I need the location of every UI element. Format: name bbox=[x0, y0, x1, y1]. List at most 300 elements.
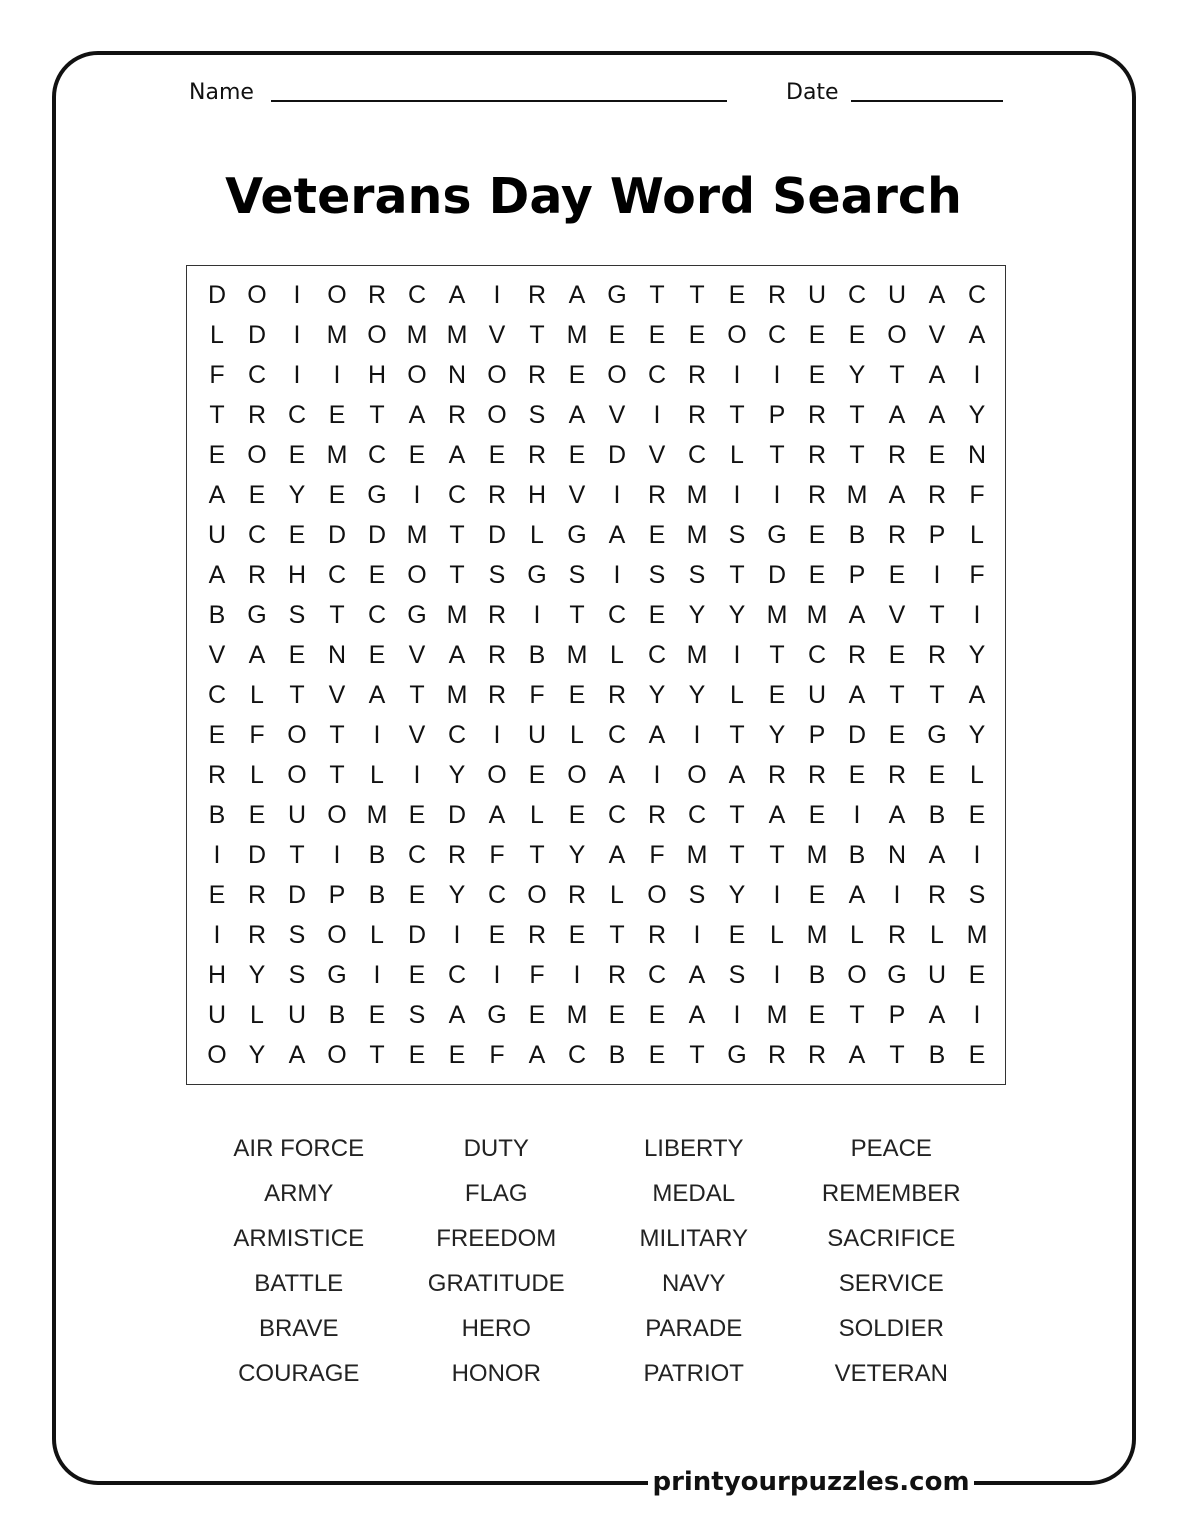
grid-letter[interactable]: B bbox=[928, 800, 946, 829]
grid-letter[interactable]: V bbox=[208, 640, 226, 669]
grid-letter[interactable]: R bbox=[567, 880, 587, 909]
grid-letter[interactable]: Y bbox=[848, 360, 866, 389]
grid-letter[interactable]: T bbox=[929, 600, 945, 629]
grid-letter[interactable]: E bbox=[848, 760, 866, 789]
grid-letter[interactable]: E bbox=[808, 880, 826, 909]
grid-letter[interactable]: A bbox=[968, 320, 986, 349]
grid-letter[interactable]: H bbox=[367, 360, 387, 389]
grid-letter[interactable]: L bbox=[930, 920, 944, 949]
grid-letter[interactable]: T bbox=[329, 760, 345, 789]
grid-letter[interactable]: I bbox=[733, 360, 741, 389]
grid-letter[interactable]: I bbox=[653, 400, 661, 429]
grid-letter[interactable]: M bbox=[966, 920, 988, 949]
grid-letter[interactable]: I bbox=[413, 760, 421, 789]
grid-letter[interactable]: V bbox=[608, 400, 626, 429]
grid-letter[interactable]: E bbox=[488, 920, 506, 949]
grid-letter[interactable]: M bbox=[686, 480, 708, 509]
grid-letter[interactable]: A bbox=[448, 640, 466, 669]
grid-letter[interactable]: R bbox=[767, 760, 787, 789]
grid-letter[interactable]: F bbox=[529, 960, 545, 989]
grid-letter[interactable]: I bbox=[973, 1000, 981, 1029]
grid-letter[interactable]: G bbox=[927, 720, 947, 749]
grid-letter[interactable]: O bbox=[487, 360, 507, 389]
grid-letter[interactable]: I bbox=[613, 560, 621, 589]
grid-letter[interactable]: I bbox=[453, 920, 461, 949]
grid-letter[interactable]: S bbox=[568, 560, 586, 589]
grid-letter[interactable]: I bbox=[733, 640, 741, 669]
grid-letter[interactable]: O bbox=[527, 880, 547, 909]
grid-letter[interactable]: S bbox=[648, 560, 666, 589]
grid-letter[interactable]: S bbox=[288, 920, 306, 949]
grid-letter[interactable]: M bbox=[766, 1000, 788, 1029]
grid-letter[interactable]: L bbox=[970, 520, 984, 549]
grid-letter[interactable]: A bbox=[208, 560, 226, 589]
grid-letter[interactable]: U bbox=[207, 520, 227, 549]
grid-letter[interactable]: I bbox=[973, 360, 981, 389]
grid-letter[interactable]: U bbox=[527, 720, 547, 749]
grid-letter[interactable]: E bbox=[808, 560, 826, 589]
grid-letter[interactable]: I bbox=[733, 1000, 741, 1029]
grid-letter[interactable]: G bbox=[567, 520, 587, 549]
grid-letter[interactable]: E bbox=[408, 960, 426, 989]
grid-letter[interactable]: D bbox=[367, 520, 387, 549]
grid-letter[interactable]: O bbox=[647, 880, 667, 909]
grid-letter[interactable]: O bbox=[687, 760, 707, 789]
grid-letter[interactable]: M bbox=[366, 800, 388, 829]
grid-letter[interactable]: T bbox=[929, 680, 945, 709]
grid-letter[interactable]: F bbox=[249, 720, 265, 749]
grid-letter[interactable]: R bbox=[447, 400, 467, 429]
grid-letter[interactable]: T bbox=[689, 1040, 705, 1069]
grid-letter[interactable]: E bbox=[368, 1000, 386, 1029]
grid-letter[interactable]: L bbox=[250, 760, 264, 789]
grid-letter[interactable]: G bbox=[407, 600, 427, 629]
grid-letter[interactable]: C bbox=[807, 640, 827, 669]
grid-letter[interactable]: A bbox=[688, 960, 706, 989]
grid-letter[interactable]: M bbox=[566, 320, 588, 349]
grid-letter[interactable]: I bbox=[973, 600, 981, 629]
grid-letter[interactable]: E bbox=[248, 800, 266, 829]
grid-letter[interactable]: C bbox=[407, 840, 427, 869]
grid-letter[interactable]: G bbox=[327, 960, 347, 989]
grid-letter[interactable]: I bbox=[533, 600, 541, 629]
grid-letter[interactable]: O bbox=[327, 800, 347, 829]
grid-letter[interactable]: T bbox=[729, 840, 745, 869]
grid-letter[interactable]: D bbox=[327, 520, 347, 549]
grid-letter[interactable]: E bbox=[648, 600, 666, 629]
grid-letter[interactable]: E bbox=[288, 640, 306, 669]
grid-letter[interactable]: E bbox=[568, 440, 586, 469]
grid-letter[interactable]: M bbox=[326, 320, 348, 349]
grid-letter[interactable]: Y bbox=[568, 840, 586, 869]
grid-letter[interactable]: A bbox=[568, 400, 586, 429]
grid-letter[interactable]: A bbox=[608, 520, 626, 549]
grid-letter[interactable]: M bbox=[446, 600, 468, 629]
grid-letter[interactable]: Y bbox=[968, 640, 986, 669]
grid-letter[interactable]: E bbox=[208, 880, 226, 909]
grid-letter[interactable]: I bbox=[933, 560, 941, 589]
grid-letter[interactable]: O bbox=[487, 400, 507, 429]
grid-letter[interactable]: M bbox=[406, 520, 428, 549]
grid-letter[interactable]: F bbox=[489, 840, 505, 869]
grid-letter[interactable]: I bbox=[613, 480, 621, 509]
grid-letter[interactable]: T bbox=[769, 840, 785, 869]
grid-letter[interactable]: B bbox=[208, 800, 226, 829]
grid-letter[interactable]: I bbox=[213, 840, 221, 869]
grid-letter[interactable]: E bbox=[648, 520, 666, 549]
grid-letter[interactable]: A bbox=[928, 1000, 946, 1029]
grid-letter[interactable]: E bbox=[888, 720, 906, 749]
grid-letter[interactable]: E bbox=[648, 320, 666, 349]
grid-letter[interactable]: E bbox=[768, 680, 786, 709]
grid-letter[interactable]: E bbox=[368, 560, 386, 589]
grid-letter[interactable]: E bbox=[808, 320, 826, 349]
grid-letter[interactable]: C bbox=[847, 280, 867, 309]
grid-letter[interactable]: P bbox=[888, 1000, 906, 1029]
grid-letter[interactable]: C bbox=[287, 400, 307, 429]
grid-letter[interactable]: C bbox=[647, 640, 667, 669]
grid-letter[interactable]: T bbox=[769, 440, 785, 469]
grid-letter[interactable]: B bbox=[368, 840, 386, 869]
grid-letter[interactable]: A bbox=[408, 400, 426, 429]
grid-letter[interactable]: I bbox=[853, 800, 861, 829]
grid-letter[interactable]: S bbox=[728, 520, 746, 549]
grid-letter[interactable]: B bbox=[368, 880, 386, 909]
grid-letter[interactable]: C bbox=[327, 560, 347, 589]
grid-letter[interactable]: E bbox=[328, 480, 346, 509]
grid-letter[interactable]: E bbox=[568, 680, 586, 709]
grid-letter[interactable]: T bbox=[889, 680, 905, 709]
grid-letter[interactable]: M bbox=[406, 320, 428, 349]
grid-letter[interactable]: E bbox=[368, 640, 386, 669]
grid-letter[interactable]: L bbox=[570, 720, 584, 749]
grid-letter[interactable]: C bbox=[767, 320, 787, 349]
grid-letter[interactable]: F bbox=[529, 680, 545, 709]
grid-letter[interactable]: A bbox=[448, 440, 466, 469]
grid-letter[interactable]: R bbox=[927, 640, 947, 669]
grid-letter[interactable]: C bbox=[607, 720, 627, 749]
grid-letter[interactable]: R bbox=[807, 1040, 827, 1069]
grid-letter[interactable]: T bbox=[729, 560, 745, 589]
grid-letter[interactable]: Y bbox=[968, 400, 986, 429]
grid-letter[interactable]: T bbox=[289, 680, 305, 709]
grid-letter[interactable]: A bbox=[888, 480, 906, 509]
grid-letter[interactable]: E bbox=[408, 800, 426, 829]
grid-letter[interactable]: T bbox=[689, 280, 705, 309]
grid-letter[interactable]: T bbox=[369, 400, 385, 429]
grid-letter[interactable]: A bbox=[768, 800, 786, 829]
grid-letter[interactable]: M bbox=[566, 1000, 588, 1029]
grid-letter[interactable]: T bbox=[209, 400, 225, 429]
grid-letter[interactable]: M bbox=[686, 840, 708, 869]
grid-letter[interactable]: I bbox=[493, 960, 501, 989]
grid-letter[interactable]: C bbox=[367, 600, 387, 629]
grid-letter[interactable]: E bbox=[648, 1040, 666, 1069]
grid-letter[interactable]: E bbox=[408, 1040, 426, 1069]
grid-letter[interactable]: F bbox=[649, 840, 665, 869]
grid-letter[interactable]: R bbox=[487, 480, 507, 509]
grid-letter[interactable]: R bbox=[807, 440, 827, 469]
grid-letter[interactable]: I bbox=[493, 720, 501, 749]
grid-letter[interactable]: F bbox=[969, 480, 985, 509]
grid-letter[interactable]: E bbox=[968, 1040, 986, 1069]
grid-letter[interactable]: I bbox=[653, 760, 661, 789]
grid-letter[interactable]: A bbox=[848, 680, 866, 709]
grid-letter[interactable]: A bbox=[608, 760, 626, 789]
grid-letter[interactable]: C bbox=[607, 600, 627, 629]
grid-letter[interactable]: A bbox=[728, 760, 746, 789]
grid-letter[interactable]: S bbox=[688, 880, 706, 909]
grid-letter[interactable]: C bbox=[447, 960, 467, 989]
grid-letter[interactable]: I bbox=[293, 320, 301, 349]
grid-letter[interactable]: L bbox=[250, 680, 264, 709]
grid-letter[interactable]: L bbox=[250, 1000, 264, 1029]
grid-letter[interactable]: C bbox=[367, 440, 387, 469]
grid-letter[interactable]: E bbox=[608, 1000, 626, 1029]
grid-letter[interactable]: U bbox=[287, 1000, 307, 1029]
grid-letter[interactable]: L bbox=[370, 920, 384, 949]
grid-letter[interactable]: L bbox=[530, 520, 544, 549]
grid-letter[interactable]: D bbox=[207, 280, 227, 309]
grid-letter[interactable]: A bbox=[488, 800, 506, 829]
grid-letter[interactable]: T bbox=[849, 400, 865, 429]
grid-letter[interactable]: C bbox=[487, 880, 507, 909]
grid-letter[interactable]: E bbox=[288, 440, 306, 469]
grid-letter[interactable]: E bbox=[528, 760, 546, 789]
grid-letter[interactable]: L bbox=[210, 320, 224, 349]
grid-letter[interactable]: R bbox=[887, 760, 907, 789]
grid-letter[interactable]: A bbox=[928, 360, 946, 389]
grid-letter[interactable]: G bbox=[367, 480, 387, 509]
grid-letter[interactable]: M bbox=[686, 640, 708, 669]
grid-letter[interactable]: O bbox=[247, 280, 267, 309]
grid-letter[interactable]: C bbox=[647, 360, 667, 389]
grid-letter[interactable]: R bbox=[607, 680, 627, 709]
grid-letter[interactable]: R bbox=[527, 360, 547, 389]
grid-letter[interactable]: I bbox=[893, 880, 901, 909]
grid-letter[interactable]: M bbox=[766, 600, 788, 629]
grid-letter[interactable]: V bbox=[408, 720, 426, 749]
grid-letter[interactable]: E bbox=[208, 440, 226, 469]
grid-letter[interactable]: O bbox=[567, 760, 587, 789]
grid-letter[interactable]: E bbox=[808, 360, 826, 389]
grid-letter[interactable]: B bbox=[528, 640, 546, 669]
grid-letter[interactable]: A bbox=[288, 1040, 306, 1069]
grid-letter[interactable]: V bbox=[488, 320, 506, 349]
grid-letter[interactable]: C bbox=[247, 520, 267, 549]
grid-letter[interactable]: E bbox=[608, 320, 626, 349]
grid-letter[interactable]: S bbox=[688, 560, 706, 589]
grid-letter[interactable]: Y bbox=[688, 600, 706, 629]
grid-letter[interactable]: L bbox=[970, 760, 984, 789]
grid-letter[interactable]: B bbox=[808, 960, 826, 989]
grid-letter[interactable]: L bbox=[730, 680, 744, 709]
grid-letter[interactable]: V bbox=[408, 640, 426, 669]
grid-letter[interactable]: N bbox=[887, 840, 907, 869]
grid-letter[interactable]: T bbox=[449, 560, 465, 589]
grid-letter[interactable]: E bbox=[568, 920, 586, 949]
grid-letter[interactable]: I bbox=[693, 720, 701, 749]
grid-letter[interactable]: D bbox=[447, 800, 467, 829]
grid-letter[interactable]: E bbox=[808, 800, 826, 829]
grid-letter[interactable]: E bbox=[848, 320, 866, 349]
grid-letter[interactable]: E bbox=[888, 640, 906, 669]
grid-letter[interactable]: R bbox=[527, 280, 547, 309]
grid-letter[interactable]: O bbox=[327, 920, 347, 949]
grid-letter[interactable]: G bbox=[887, 960, 907, 989]
grid-letter[interactable]: P bbox=[848, 560, 866, 589]
grid-letter[interactable]: A bbox=[888, 400, 906, 429]
grid-letter[interactable]: T bbox=[609, 920, 625, 949]
grid-letter[interactable]: A bbox=[448, 280, 466, 309]
grid-letter[interactable]: V bbox=[928, 320, 946, 349]
grid-letter[interactable]: T bbox=[329, 600, 345, 629]
grid-letter[interactable]: A bbox=[368, 680, 386, 709]
grid-letter[interactable]: L bbox=[610, 880, 624, 909]
grid-letter[interactable]: T bbox=[529, 320, 545, 349]
grid-letter[interactable]: Y bbox=[728, 600, 746, 629]
grid-letter[interactable]: U bbox=[207, 1000, 227, 1029]
grid-letter[interactable]: O bbox=[327, 280, 347, 309]
grid-letter[interactable]: T bbox=[649, 280, 665, 309]
grid-letter[interactable]: E bbox=[648, 1000, 666, 1029]
grid-letter[interactable]: L bbox=[530, 800, 544, 829]
grid-letter[interactable]: R bbox=[887, 440, 907, 469]
grid-letter[interactable]: A bbox=[848, 600, 866, 629]
grid-letter[interactable]: T bbox=[769, 640, 785, 669]
grid-letter[interactable]: V bbox=[568, 480, 586, 509]
grid-letter[interactable]: R bbox=[487, 640, 507, 669]
grid-letter[interactable]: A bbox=[688, 1000, 706, 1029]
grid-letter[interactable]: A bbox=[528, 1040, 546, 1069]
grid-letter[interactable]: I bbox=[373, 720, 381, 749]
grid-letter[interactable]: R bbox=[247, 920, 267, 949]
grid-letter[interactable]: C bbox=[247, 360, 267, 389]
grid-letter[interactable]: O bbox=[487, 760, 507, 789]
grid-letter[interactable]: I bbox=[413, 480, 421, 509]
grid-letter[interactable]: C bbox=[687, 440, 707, 469]
grid-letter[interactable]: I bbox=[333, 360, 341, 389]
grid-letter[interactable]: I bbox=[333, 840, 341, 869]
grid-letter[interactable]: T bbox=[409, 680, 425, 709]
grid-letter[interactable]: O bbox=[887, 320, 907, 349]
grid-letter[interactable]: R bbox=[807, 400, 827, 429]
grid-letter[interactable]: U bbox=[807, 680, 827, 709]
grid-letter[interactable]: M bbox=[806, 600, 828, 629]
grid-letter[interactable]: A bbox=[248, 640, 266, 669]
grid-letter[interactable]: T bbox=[289, 840, 305, 869]
grid-letter[interactable]: R bbox=[767, 1040, 787, 1069]
grid-letter[interactable]: B bbox=[328, 1000, 346, 1029]
grid-letter[interactable]: M bbox=[806, 920, 828, 949]
grid-letter[interactable]: O bbox=[287, 720, 307, 749]
grid-letter[interactable]: O bbox=[847, 960, 867, 989]
grid-letter[interactable]: T bbox=[729, 720, 745, 749]
grid-letter[interactable]: T bbox=[569, 600, 585, 629]
grid-letter[interactable]: E bbox=[888, 560, 906, 589]
grid-letter[interactable]: I bbox=[773, 880, 781, 909]
grid-letter[interactable]: I bbox=[733, 480, 741, 509]
grid-letter[interactable]: C bbox=[447, 720, 467, 749]
grid-letter[interactable]: O bbox=[287, 760, 307, 789]
grid-letter[interactable]: Y bbox=[248, 1040, 266, 1069]
grid-letter[interactable]: U bbox=[807, 280, 827, 309]
grid-letter[interactable]: F bbox=[969, 560, 985, 589]
grid-letter[interactable]: O bbox=[247, 440, 267, 469]
grid-letter[interactable]: U bbox=[927, 960, 947, 989]
grid-letter[interactable]: M bbox=[326, 440, 348, 469]
grid-letter[interactable]: E bbox=[288, 520, 306, 549]
grid-letter[interactable]: C bbox=[207, 680, 227, 709]
grid-letter[interactable]: R bbox=[687, 400, 707, 429]
grid-letter[interactable]: M bbox=[806, 840, 828, 869]
grid-letter[interactable]: R bbox=[207, 760, 227, 789]
grid-letter[interactable]: T bbox=[849, 440, 865, 469]
grid-letter[interactable]: S bbox=[288, 960, 306, 989]
grid-letter[interactable]: Y bbox=[648, 680, 666, 709]
grid-letter[interactable]: L bbox=[850, 920, 864, 949]
grid-letter[interactable]: R bbox=[527, 440, 547, 469]
grid-letter[interactable]: E bbox=[248, 480, 266, 509]
grid-letter[interactable]: E bbox=[728, 920, 746, 949]
grid-letter[interactable]: F bbox=[489, 1040, 505, 1069]
grid-letter[interactable]: R bbox=[367, 280, 387, 309]
grid-letter[interactable]: E bbox=[688, 320, 706, 349]
grid-letter[interactable]: L bbox=[770, 920, 784, 949]
grid-letter[interactable]: E bbox=[408, 440, 426, 469]
grid-letter[interactable]: C bbox=[407, 280, 427, 309]
footer-site-link[interactable]: printyourpuzzles.com bbox=[652, 1467, 970, 1497]
grid-letter[interactable]: D bbox=[847, 720, 867, 749]
grid-letter[interactable]: E bbox=[448, 1040, 466, 1069]
grid-letter[interactable]: E bbox=[928, 760, 946, 789]
grid-letter[interactable]: N bbox=[447, 360, 467, 389]
name-field-line[interactable] bbox=[271, 100, 727, 102]
grid-letter[interactable]: O bbox=[367, 320, 387, 349]
grid-letter[interactable]: L bbox=[610, 640, 624, 669]
grid-letter[interactable]: R bbox=[487, 680, 507, 709]
grid-letter[interactable]: R bbox=[647, 480, 667, 509]
grid-letter[interactable]: S bbox=[408, 1000, 426, 1029]
grid-letter[interactable]: R bbox=[687, 360, 707, 389]
grid-letter[interactable]: G bbox=[607, 280, 627, 309]
grid-letter[interactable]: A bbox=[608, 840, 626, 869]
grid-letter[interactable]: T bbox=[329, 720, 345, 749]
grid-letter[interactable]: T bbox=[449, 520, 465, 549]
grid-letter[interactable]: E bbox=[328, 400, 346, 429]
grid-letter[interactable]: I bbox=[773, 960, 781, 989]
grid-letter[interactable]: N bbox=[327, 640, 347, 669]
grid-letter[interactable]: R bbox=[527, 920, 547, 949]
grid-letter[interactable]: D bbox=[767, 560, 787, 589]
grid-letter[interactable]: H bbox=[207, 960, 227, 989]
grid-letter[interactable]: T bbox=[889, 1040, 905, 1069]
grid-letter[interactable]: T bbox=[849, 1000, 865, 1029]
grid-letter[interactable]: A bbox=[968, 680, 986, 709]
grid-letter[interactable]: B bbox=[608, 1040, 626, 1069]
grid-letter[interactable]: E bbox=[728, 280, 746, 309]
grid-letter[interactable]: E bbox=[568, 800, 586, 829]
grid-letter[interactable]: L bbox=[730, 440, 744, 469]
grid-letter[interactable]: A bbox=[448, 1000, 466, 1029]
grid-letter[interactable]: U bbox=[287, 800, 307, 829]
grid-letter[interactable]: N bbox=[967, 440, 987, 469]
grid-letter[interactable]: R bbox=[927, 480, 947, 509]
grid-letter[interactable]: A bbox=[928, 400, 946, 429]
grid-letter[interactable]: E bbox=[528, 1000, 546, 1029]
grid-letter[interactable]: Y bbox=[248, 960, 266, 989]
grid-letter[interactable]: C bbox=[967, 280, 987, 309]
